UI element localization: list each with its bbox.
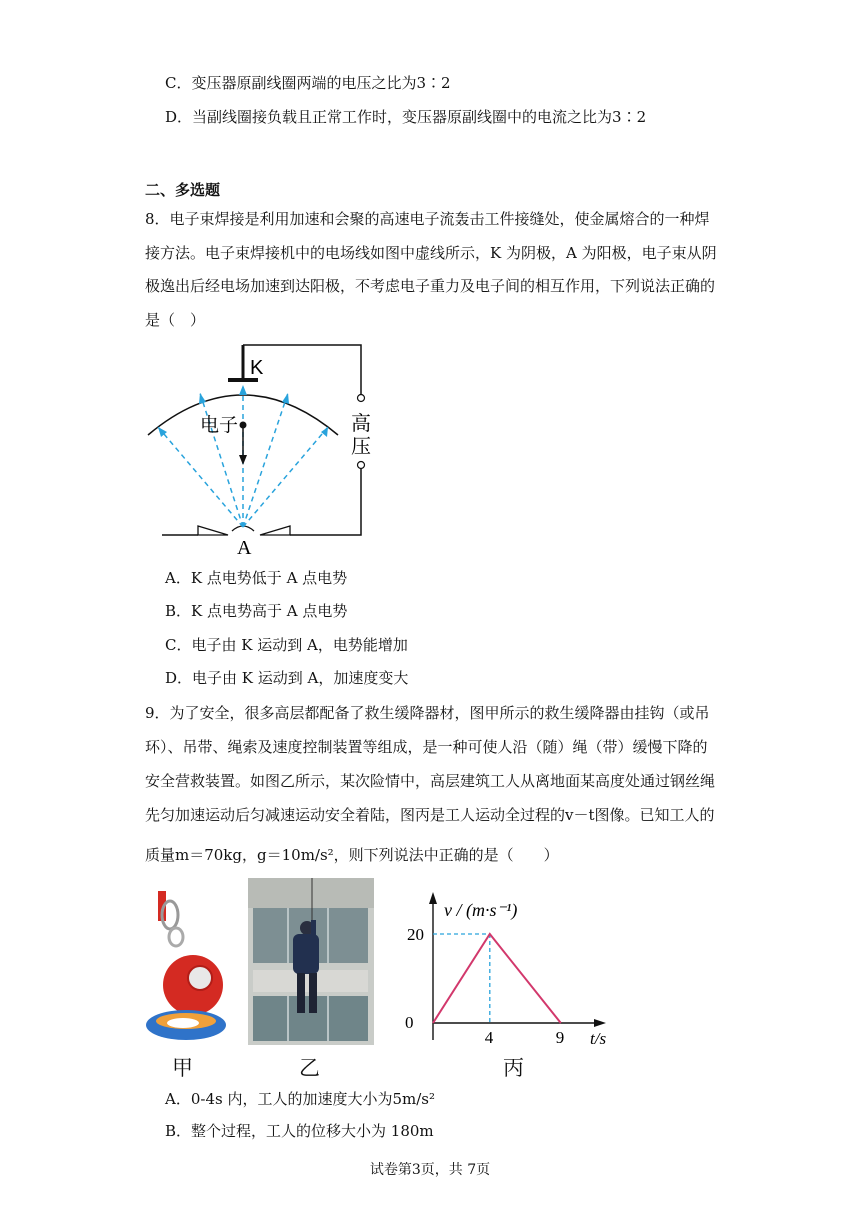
x-axis-arrow bbox=[594, 1019, 606, 1027]
electron-dot bbox=[240, 422, 247, 429]
q9-text-4: 先匀加速运动后匀减速运动安全着陆，图丙是工人运动全过程的v－t图像。已知工人的 bbox=[145, 806, 715, 824]
worker-arm bbox=[311, 920, 316, 938]
y-axis-label: v / (m·s⁻¹) bbox=[444, 900, 518, 920]
wire-bottom bbox=[290, 469, 361, 535]
worker-leg-left bbox=[297, 973, 305, 1013]
q9-text-3: 安全营救装置。如图乙所示，某次险情中，高层建筑工人从离地面某高度处通过钢丝绳 bbox=[145, 772, 716, 790]
worker-photo bbox=[248, 878, 374, 1045]
label-high-2: 压 bbox=[351, 434, 371, 458]
option-d-q7: D．当副线圈接负载且正常工作时，变压器原副线圈中的电流之比为3∶2 bbox=[165, 108, 647, 126]
field-line-4 bbox=[243, 393, 288, 527]
field-line-1 bbox=[158, 427, 243, 527]
vt-graph bbox=[400, 890, 615, 1050]
q9-option-b: B．整个过程，工人的位移大小为 180m bbox=[165, 1122, 434, 1140]
terminal-top bbox=[358, 395, 365, 402]
terminal-bottom bbox=[358, 462, 365, 469]
q8-text-3: 极逸出后经电场加速到达阳极，不考虑电子重力及电子间的相互作用，下列说法正确的 bbox=[145, 277, 716, 295]
x-axis-label: t/s bbox=[590, 1029, 607, 1048]
q9-text-5: 质量m＝70kg，g＝10m/s²，则下列说法中正确的是（ ） bbox=[145, 846, 559, 864]
caption-yi: 乙 bbox=[299, 1056, 320, 1080]
electron-arrowhead bbox=[239, 455, 247, 465]
x-tick-label: 9 bbox=[555, 1028, 565, 1047]
label-electron: 电子 bbox=[200, 414, 239, 436]
electron-beam-diagram bbox=[140, 335, 380, 560]
worker-leg-right bbox=[309, 973, 317, 1013]
q9-text-1: 9．为了安全，很多高层都配备了救生缓降器材，图甲所示的救生缓降器由挂钩（或吊 bbox=[145, 704, 710, 722]
ring bbox=[169, 928, 183, 946]
field-line-5 bbox=[243, 427, 328, 527]
q8-option-a: A．K 点电势低于 A 点电势 bbox=[165, 569, 348, 587]
descender-dial bbox=[188, 966, 212, 990]
caption-jia: 甲 bbox=[172, 1056, 193, 1080]
label-a: A bbox=[237, 537, 252, 559]
anode-wedge-right bbox=[260, 526, 290, 535]
label-high-1: 高 bbox=[351, 411, 371, 435]
caption-bing: 丙 bbox=[503, 1056, 524, 1080]
origin-label: 0 bbox=[405, 1013, 414, 1032]
q9-text-2: 环）、吊带、绳索及速度控制装置等组成，是一种可使人沿（随）绳（带）缓慢下降的 bbox=[145, 738, 708, 756]
y-axis-arrow bbox=[429, 892, 437, 904]
rescue-descender-photo bbox=[143, 885, 233, 1047]
x-tick-label: 4 bbox=[484, 1028, 494, 1047]
harness-buckle bbox=[167, 1018, 199, 1028]
q8-option-c: C．电子由 K 运动到 A，电势能增加 bbox=[165, 636, 408, 654]
label-k: K bbox=[250, 357, 264, 379]
q8-option-b: B．K 点电势高于 A 点电势 bbox=[165, 602, 348, 620]
section-heading: 二、多选题 bbox=[145, 181, 221, 199]
q8-text-4: 是（ ） bbox=[145, 311, 206, 329]
q9-option-a: A．0-4s 内，工人的加速度大小为5m/s² bbox=[165, 1090, 435, 1108]
q8-text-1: 8．电子束焊接是利用加速和会聚的高速电子流轰击工件接缝处，使金属熔合的一种焊 bbox=[145, 210, 710, 228]
series-line bbox=[433, 934, 561, 1023]
y-tick-label: 20 bbox=[407, 925, 424, 944]
q8-option-d: D．电子由 K 运动到 A，加速度变大 bbox=[165, 669, 409, 687]
anode-wedge-left bbox=[198, 526, 228, 535]
page-footer: 试卷第3页，共 7页 bbox=[369, 1162, 491, 1178]
worker-body bbox=[293, 934, 319, 974]
option-c-q7: C．变压器原副线圈两端的电压之比为3∶2 bbox=[165, 74, 451, 92]
q8-text-2: 接方法。电子束焊接机中的电场线如图中虚线所示，K 为阴极，A 为阳极，电子束从阴 bbox=[145, 244, 717, 262]
